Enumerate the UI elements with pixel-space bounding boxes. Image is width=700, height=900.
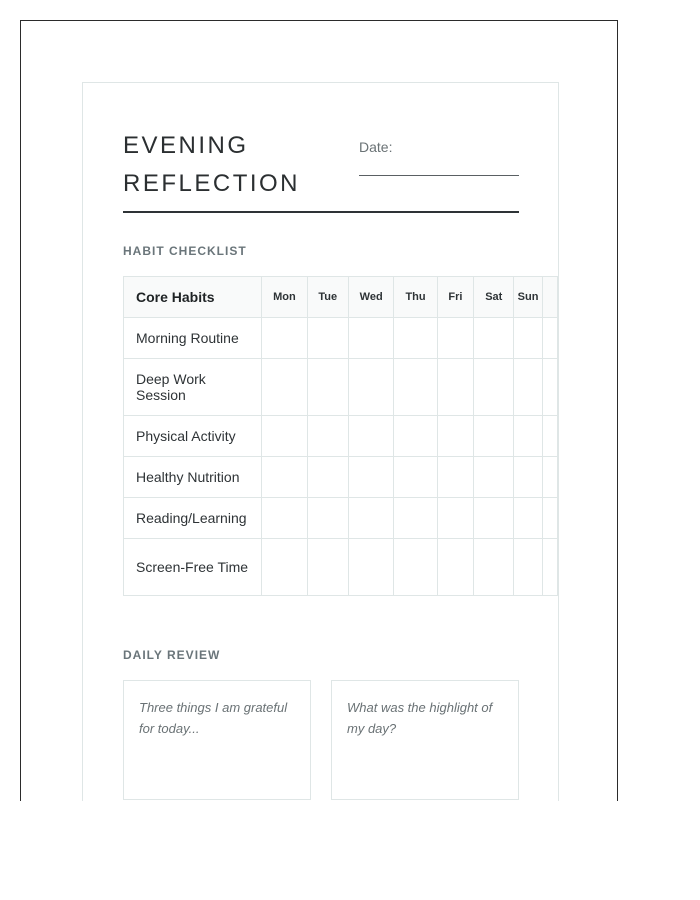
habit-row [124,498,558,539]
habit-check-cell[interactable] [514,359,542,416]
habit-check-cell[interactable] [262,318,307,359]
highlight-prompt-text: What was the highlight of my day? [347,700,493,736]
habit-checklist-heading: HABIT CHECKLIST [123,244,247,258]
habit-check-cell[interactable] [307,539,348,596]
habit-check-cell[interactable] [262,416,307,457]
habit-check-cell[interactable] [514,498,542,539]
habit-check-cell[interactable] [514,457,542,498]
habit-check-cell[interactable] [437,498,473,539]
title-line-2: REFLECTION [123,170,301,197]
habit-check-cell[interactable] [474,318,514,359]
day-header-sun: Sun [514,277,542,318]
habit-check-cell[interactable] [474,359,514,416]
daily-review-heading: DAILY REVIEW [123,648,221,662]
page-viewport [20,20,618,801]
habit-check-cell[interactable] [514,318,542,359]
worksheet-header [123,123,519,213]
habit-checklist-table [123,276,558,596]
day-header-tue: Tue [307,277,348,318]
habit-check-cell[interactable] [307,359,348,416]
habit-check-cell[interactable] [474,457,514,498]
habit-name: Physical Activity [124,416,262,457]
habit-extra-cell [542,416,557,457]
habit-check-cell[interactable] [474,498,514,539]
habit-check-cell[interactable] [348,359,393,416]
habit-check-cell[interactable] [514,416,542,457]
habit-check-cell[interactable] [394,498,437,539]
habit-check-cell[interactable] [262,539,307,596]
habit-row [124,539,558,596]
habit-row [124,318,558,359]
highlight-prompt-box[interactable] [331,680,519,800]
extra-header-cell [542,277,557,318]
gratitude-prompt-text: Three things I am grateful for today... [139,700,288,736]
habit-check-cell[interactable] [394,539,437,596]
habit-table-header-row [124,277,558,318]
habit-extra-cell [542,498,557,539]
habit-check-cell[interactable] [262,498,307,539]
habit-check-cell[interactable] [307,457,348,498]
worksheet-title [123,127,343,203]
habit-name: Morning Routine [124,318,262,359]
habit-check-cell[interactable] [437,416,473,457]
day-header-wed: Wed [348,277,393,318]
habit-extra-cell [542,539,557,596]
gratitude-prompt-box[interactable] [123,680,311,800]
habit-extra-cell [542,457,557,498]
day-header-sat: Sat [474,277,514,318]
habit-check-cell[interactable] [307,416,348,457]
habit-check-cell[interactable] [437,359,473,416]
core-habits-header: Core Habits [124,277,262,318]
habit-check-cell[interactable] [262,457,307,498]
habit-check-cell[interactable] [348,416,393,457]
habit-check-cell[interactable] [307,318,348,359]
habit-check-cell[interactable] [394,318,437,359]
day-header-fri: Fri [437,277,473,318]
habit-check-cell[interactable] [348,457,393,498]
habit-check-cell[interactable] [437,539,473,596]
habit-name: Deep Work Session [124,359,262,416]
habit-row [124,416,558,457]
habit-check-cell[interactable] [262,359,307,416]
habit-extra-cell [542,359,557,416]
habit-check-cell[interactable] [514,539,542,596]
habit-check-cell[interactable] [394,457,437,498]
habit-name: Reading/Learning [124,498,262,539]
habit-name: Healthy Nutrition [124,457,262,498]
habit-name: Screen-Free Time [124,539,262,596]
habit-check-cell[interactable] [348,498,393,539]
habit-check-cell[interactable] [307,498,348,539]
habit-check-cell[interactable] [474,539,514,596]
date-fill-line [359,175,519,176]
habit-check-cell[interactable] [394,359,437,416]
habit-row [124,457,558,498]
habit-row [124,359,558,416]
date-label: Date: [359,139,393,155]
title-line-1: EVENING [123,132,249,159]
day-header-thu: Thu [394,277,437,318]
habit-extra-cell [542,318,557,359]
habit-check-cell[interactable] [437,457,473,498]
habit-check-cell[interactable] [348,318,393,359]
habit-check-cell[interactable] [348,539,393,596]
habit-check-cell[interactable] [394,416,437,457]
day-header-mon: Mon [262,277,307,318]
worksheet-sheet [82,82,559,801]
habit-check-cell[interactable] [437,318,473,359]
habit-check-cell[interactable] [474,416,514,457]
